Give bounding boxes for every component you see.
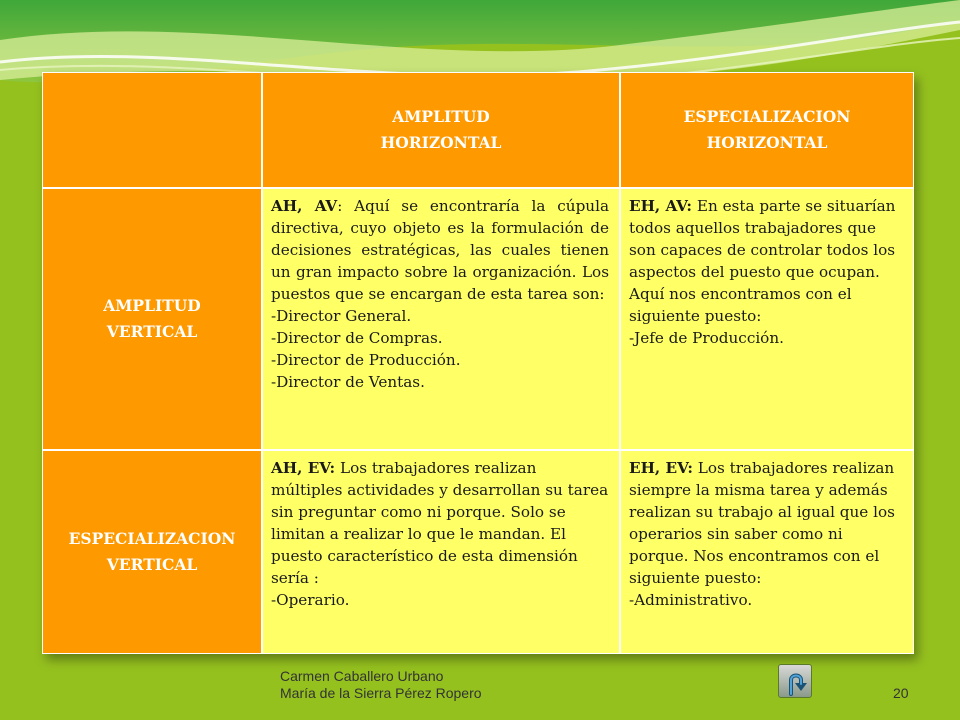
cell-text: Los trabajadores realizan múltiples actividades y desarrollan su tarea sin preguntar como ni porque. Solo se limitan a realizar lo que le mandan. El puesto característico de esta dimensión sería :	[271, 459, 609, 587]
list-item: -Operario.	[271, 591, 350, 609]
cell-ah-av	[262, 188, 620, 450]
cell-eh-ev	[620, 450, 914, 654]
row-header-line: VERTICAL	[106, 555, 198, 574]
col-header-line: HORIZONTAL	[380, 133, 502, 152]
return-button[interactable]	[778, 664, 812, 698]
row-header-line: VERTICAL	[106, 322, 198, 341]
row-header-especializacion-vertical	[42, 450, 262, 654]
col-header-amplitud-horizontal	[262, 72, 620, 188]
cell-label: EH, AV:	[629, 197, 693, 215]
row-header-line: AMPLITUD	[103, 296, 201, 315]
list-item: -Jefe de Producción.	[629, 329, 784, 347]
list-item: -Director de Compras.	[271, 329, 443, 347]
cell-eh-av	[620, 188, 914, 450]
footer-authors	[280, 668, 482, 702]
col-header-line: HORIZONTAL	[706, 133, 828, 152]
list-item: -Director de Ventas.	[271, 373, 425, 391]
cell-label: EH, EV:	[629, 459, 693, 477]
cell-text: En esta parte se situarían todos aquellos trabajadores que son capaces de controlar todos los aspectos del puesto que ocupan. Aquí nos encontramos con el siguiente puesto:	[629, 197, 896, 325]
list-item: -Director de Producción.	[271, 351, 461, 369]
cell-label: AH, AV	[271, 197, 338, 215]
list-item: -Administrativo.	[629, 591, 753, 609]
row-header-amplitud-vertical	[42, 188, 262, 450]
col-header-line: AMPLITUD	[392, 107, 490, 126]
cell-label: AH, EV:	[271, 459, 336, 477]
organization-matrix-table	[42, 72, 914, 654]
return-arrow-icon	[783, 668, 809, 696]
list-item: -Director General.	[271, 307, 412, 325]
author-name: María de la Sierra Pérez Ropero	[280, 685, 482, 701]
row-header-line: ESPECIALIZACION	[68, 529, 236, 548]
cell-text: : Aquí se encontraría la cúpula directiva, cuyo objeto es la formulación de decisiones estratégicas, las cuales tienen un gran impacto sobre la organización. Los puestos que se encargan de esta tarea son:	[271, 197, 609, 303]
author-name: Carmen Caballero Urbano	[280, 668, 444, 684]
cell-text: Los trabajadores realizan siempre la misma tarea y además realizan su trabajo al igual que los operarios sin saber como ni porque. Nos encontramos con el siguiente puesto:	[629, 459, 895, 587]
page-number: 20	[893, 685, 909, 701]
cell-ah-ev	[262, 450, 620, 654]
col-header-line: ESPECIALIZACION	[683, 107, 851, 126]
col-header-especializacion-horizontal	[620, 72, 914, 188]
corner-cell	[42, 72, 262, 188]
